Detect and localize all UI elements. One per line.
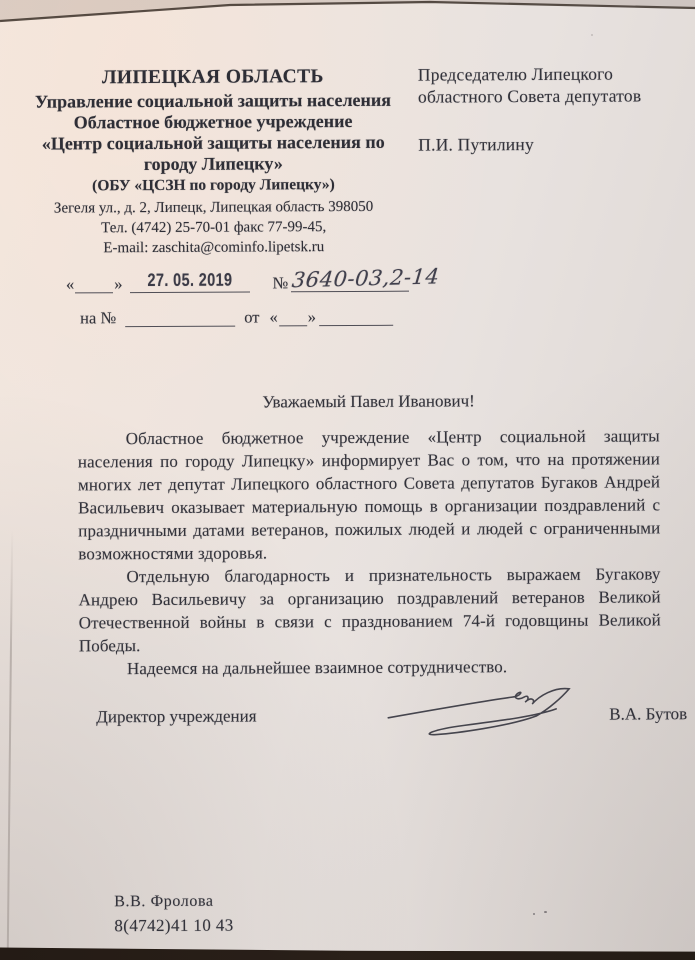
number-sign: № [272, 273, 289, 293]
addressee-block [418, 62, 668, 155]
org-phone: Тел. (4742) 25-70-01 факс 77-99-45, [101, 219, 327, 237]
executor-name: В.В. Фролова [114, 892, 214, 911]
org-address: Зегеля ул., д. 2, Липецк, Липецкая область 398050 [53, 198, 374, 217]
signature-name: В.А. Бутов [609, 704, 688, 724]
reply-quote-close: » [307, 307, 316, 327]
org-email: E-mail: zaschita@cominfo.lipetsk.ru [103, 239, 325, 257]
reply-from-label: от [244, 307, 260, 327]
addressee-name: П.И. Путилину [418, 134, 534, 155]
executor-phone: 8(4742)41 10 43 [114, 915, 234, 936]
outgoing-number-handwritten: 3640-03,2-14 [291, 264, 441, 293]
reply-number-label: на № [80, 308, 117, 328]
org-abbreviation: (ОБУ «ЦСЗН по городу Липецку») [92, 176, 335, 195]
date-line [129, 269, 249, 294]
date-day-blank [75, 273, 113, 293]
reply-quote-open: « [269, 307, 278, 327]
paper-speck [533, 913, 535, 915]
executor-block [114, 891, 234, 940]
body-paragraph: Отдельную благодарность и признательность выражаем Бугакову Андрею Васильевичу за организацию поздравлений ветеранов Великой Отечественной войны в связи с празднованием 74-й годовщины Великой Победы. [78, 564, 661, 656]
paper-speck [544, 911, 547, 913]
date-number-row [65, 264, 441, 294]
outgoing-number-line [291, 264, 441, 293]
addressee-position: Председателю Липецкого областного Совета депутатов [417, 63, 642, 107]
reply-reference-row [79, 306, 393, 328]
org-letterhead [34, 64, 393, 259]
letter-body [78, 424, 661, 680]
reply-day-blank [279, 306, 307, 326]
date-quote-open: « [65, 274, 75, 294]
reply-number-line [125, 307, 235, 328]
org-department-name: Управление социальной защиты населения [34, 89, 392, 112]
org-institution-type: Областное бюджетное учреждение [73, 110, 353, 133]
paper-speck [591, 34, 593, 36]
org-region-name: ЛИПЕЦКАЯ ОБЛАСТЬ [101, 66, 324, 89]
date-stamp: 27. 05. 2019 [146, 269, 232, 291]
reply-date-line [319, 306, 393, 326]
date-quote-close: » [114, 274, 123, 294]
body-paragraph: Надеемся на дальнейшее взаимное сотрудничество. [126, 657, 508, 679]
salutation: Уважаемый Павел Иванович! [262, 391, 475, 412]
signature-title: Директор учреждения [96, 706, 257, 727]
signature-autograph [384, 683, 589, 746]
body-paragraph: Областное бюджетное учреждение «Центр социальной защиты населения по городу Липецку» информирует Вас о том, что на протяжении многих лет депутат Липецкого областного Совета депутатов Бугаков Андрей Васильевич оказывает материальную помощь в организации поздравлений с праздничными датами ветеранов, пожилых людей и людей с ограниченными возможностями здоровья. [77, 426, 661, 564]
org-center-name: «Центр социальной защиты населения по городу Липецку» [41, 131, 385, 175]
